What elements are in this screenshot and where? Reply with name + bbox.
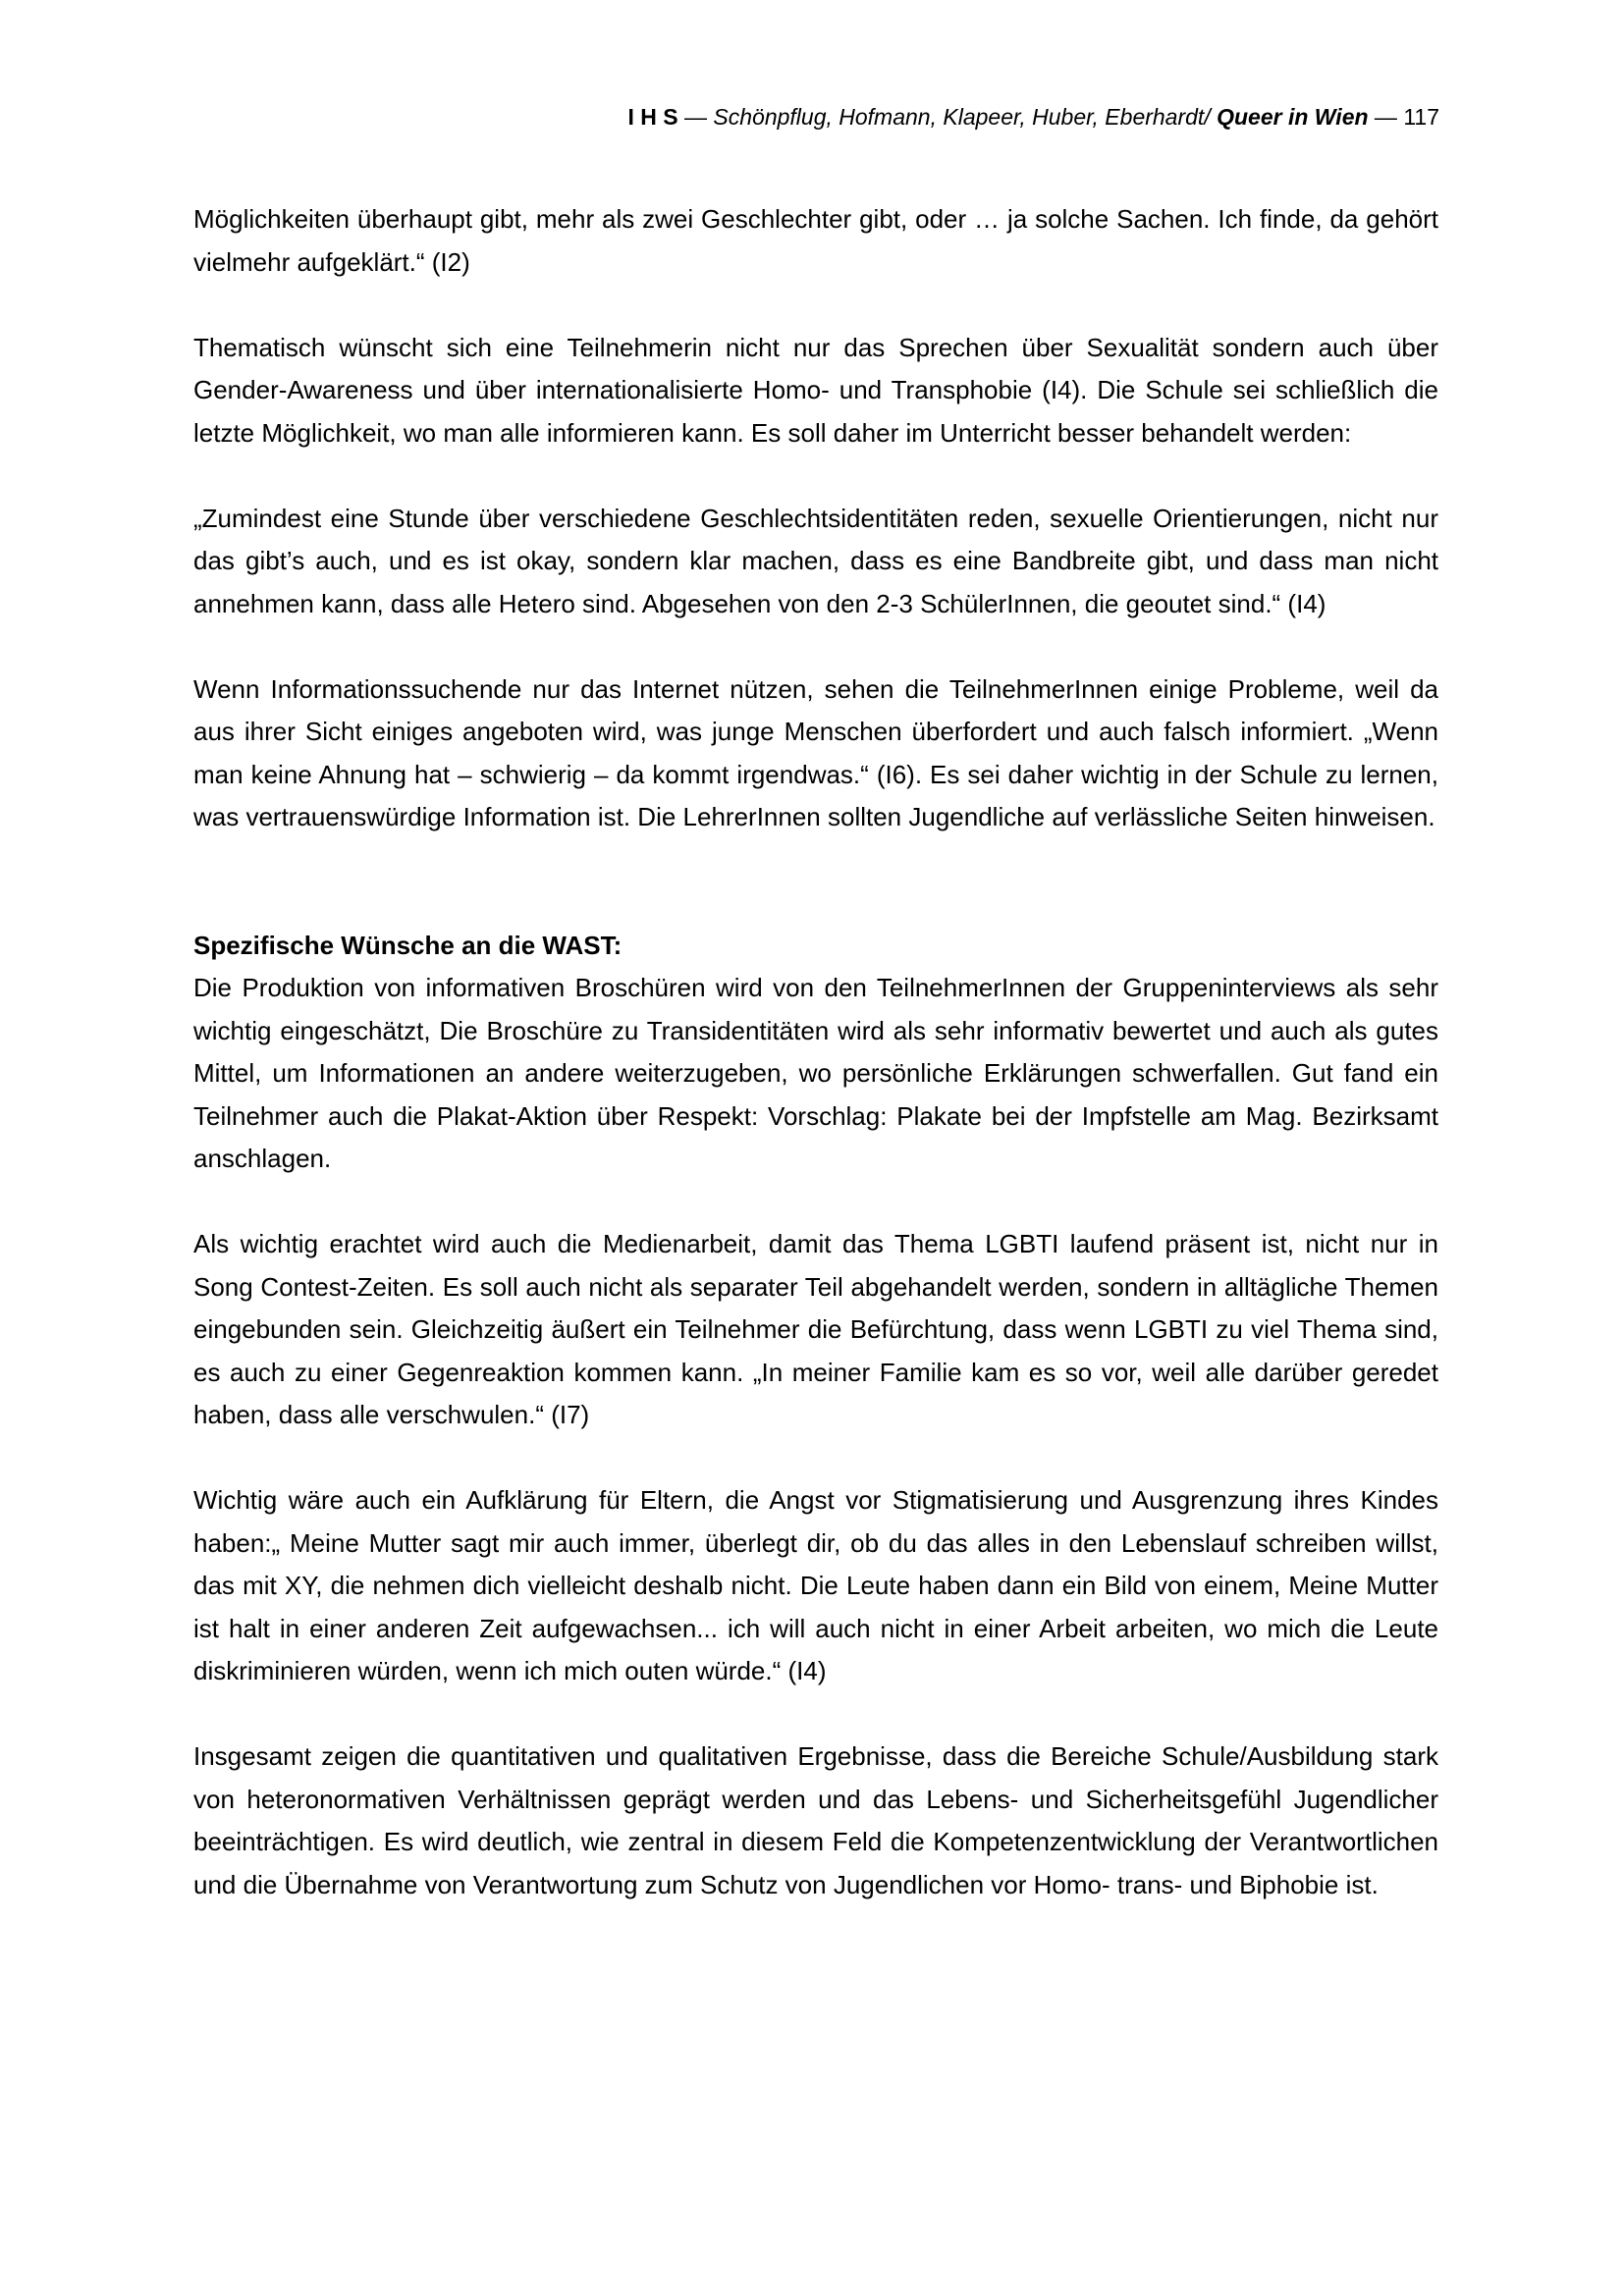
- paragraph-thematic-wishes: Thematisch wünscht sich eine Teilnehmerin nicht nur das Sprechen über Sexualität sondern auch über Gender-Awareness und über internationalisierte Homo- und Transphobie (I4). Die Schule sei schließlich die letzte Möglichkeit, wo man alle informieren kann. Es soll daher im Unterricht besser behandelt werden:: [193, 332, 1438, 448]
- paragraph-quote-i4: „Zumindest eine Stunde über verschiedene Geschlechtsidentitäten reden, sexuelle Orientierungen, nicht nur das gibt’s auch, und es ist okay, sondern klar machen, dass es eine Bandbreite gibt, und dass man nicht annehmen kann, dass alle Hetero sind. Abgesehen von den 2-3 SchülerInnen, die geoutet sind.“ (I4): [193, 503, 1438, 618]
- page-number: 117: [1403, 104, 1439, 130]
- header-separator-2: —: [1368, 104, 1404, 130]
- paragraph-summary: Insgesamt zeigen die quantitativen und qualitativen Ergebnisse, dass die Bereiche Schule/Ausbildung stark von heteronormativen Verhältnissen geprägt werden und das Lebens- und Sicherheitsgefühl Jugendlicher beeinträchtigen. Es wird deutlich, wie zentral in diesem Feld die Kompetenzentwicklung der Verantwortlichen und die Übernahme von Verantwortung zum Schutz von Jugendlichen vor Homo- trans- und Biphobie ist.: [193, 1741, 1438, 1899]
- paragraph-parents-education: Wichtig wäre auch ein Aufklärung für Eltern, die Angst vor Stigmatisierung und Ausgrenzung ihres Kindes haben:„ Meine Mutter sagt mir auch immer, überlegt dir, ob du das alles in den Lebenslauf schreiben willst, das mit XY, die nehmen dich vielleicht deshalb nicht. Die Leute haben dann ein Bild von einem, Meine Mutter ist halt in einer anderen Zeit aufgewachsen... ich will auch nicht in einer Arbeit arbeiten, wo mich die Leute diskriminieren würden, wenn ich mich outen würde.“ (I4): [193, 1485, 1438, 1685]
- paragraph-continued-quote: Möglichkeiten überhaupt gibt, mehr als zwei Geschlechter gibt, oder … ja solche Sachen. Ich finde, da gehört vielmehr aufgeklärt.“ (I2): [193, 204, 1438, 277]
- paragraph-media-work: Als wichtig erachtet wird auch die Medienarbeit, damit das Thema LGBTI laufend präsent ist, nicht nur in Song Contest-Zeiten. Es soll auch nicht als separater Teil abgehandelt werden, sondern in alltägliche Themen eingebunden sein. Gleichzeitig äußert ein Teilnehmer die Befürchtung, dass wenn LGBTI zu viel Thema sind, es auch zu einer Gegenreaktion kommen kann. „In meiner Familie kam es so vor, weil alle darüber geredet haben, dass alle verschwulen.“ (I7): [193, 1229, 1438, 1429]
- paragraph-brochures: Die Produktion von informativen Broschüren wird von den TeilnehmerInnen der Gruppeninterviews als sehr wichtig eingeschätzt, Die Broschüre zu Transidentitäten wird als sehr informativ bewertet und auch als gutes Mittel, um Informationen an andere weiterzugeben, wo persönliche Erklärungen schwerfallen. Gut fand ein Teilnehmer auch die Plakat-Aktion über Respekt: Vorschlag: Plakate bei der Impfstelle am Mag. Bezirksamt anschlagen.: [193, 973, 1438, 1173]
- paragraph-internet-information: Wenn Informationssuchende nur das Internet nützen, sehen die TeilnehmerInnen einige Probleme, weil da aus ihrer Sicht einiges angeboten wird, was junge Menschen überfordert und auch falsch informiert. „Wenn man keine Ahnung hat – schwierig – da kommt irgendwas.“ (I6). Es sei daher wichtig in der Schule zu lernen, was vertrauenswürdige Information ist. Die LehrerInnen sollten Jugendliche auf verlässliche Seiten hinweisen.: [193, 673, 1438, 831]
- section-heading: Spezifische Wünsche an die WAST:: [193, 930, 623, 960]
- page-body: [193, 198, 1438, 1906]
- header-institute: I H S: [627, 104, 678, 130]
- header-authors: Schönpflug, Hofmann, Klapeer, Huber, Eberhardt/: [713, 104, 1211, 130]
- header-separator: —: [677, 104, 714, 130]
- running-header: [627, 100, 1439, 133]
- header-report-title: Queer in Wien: [1217, 104, 1369, 130]
